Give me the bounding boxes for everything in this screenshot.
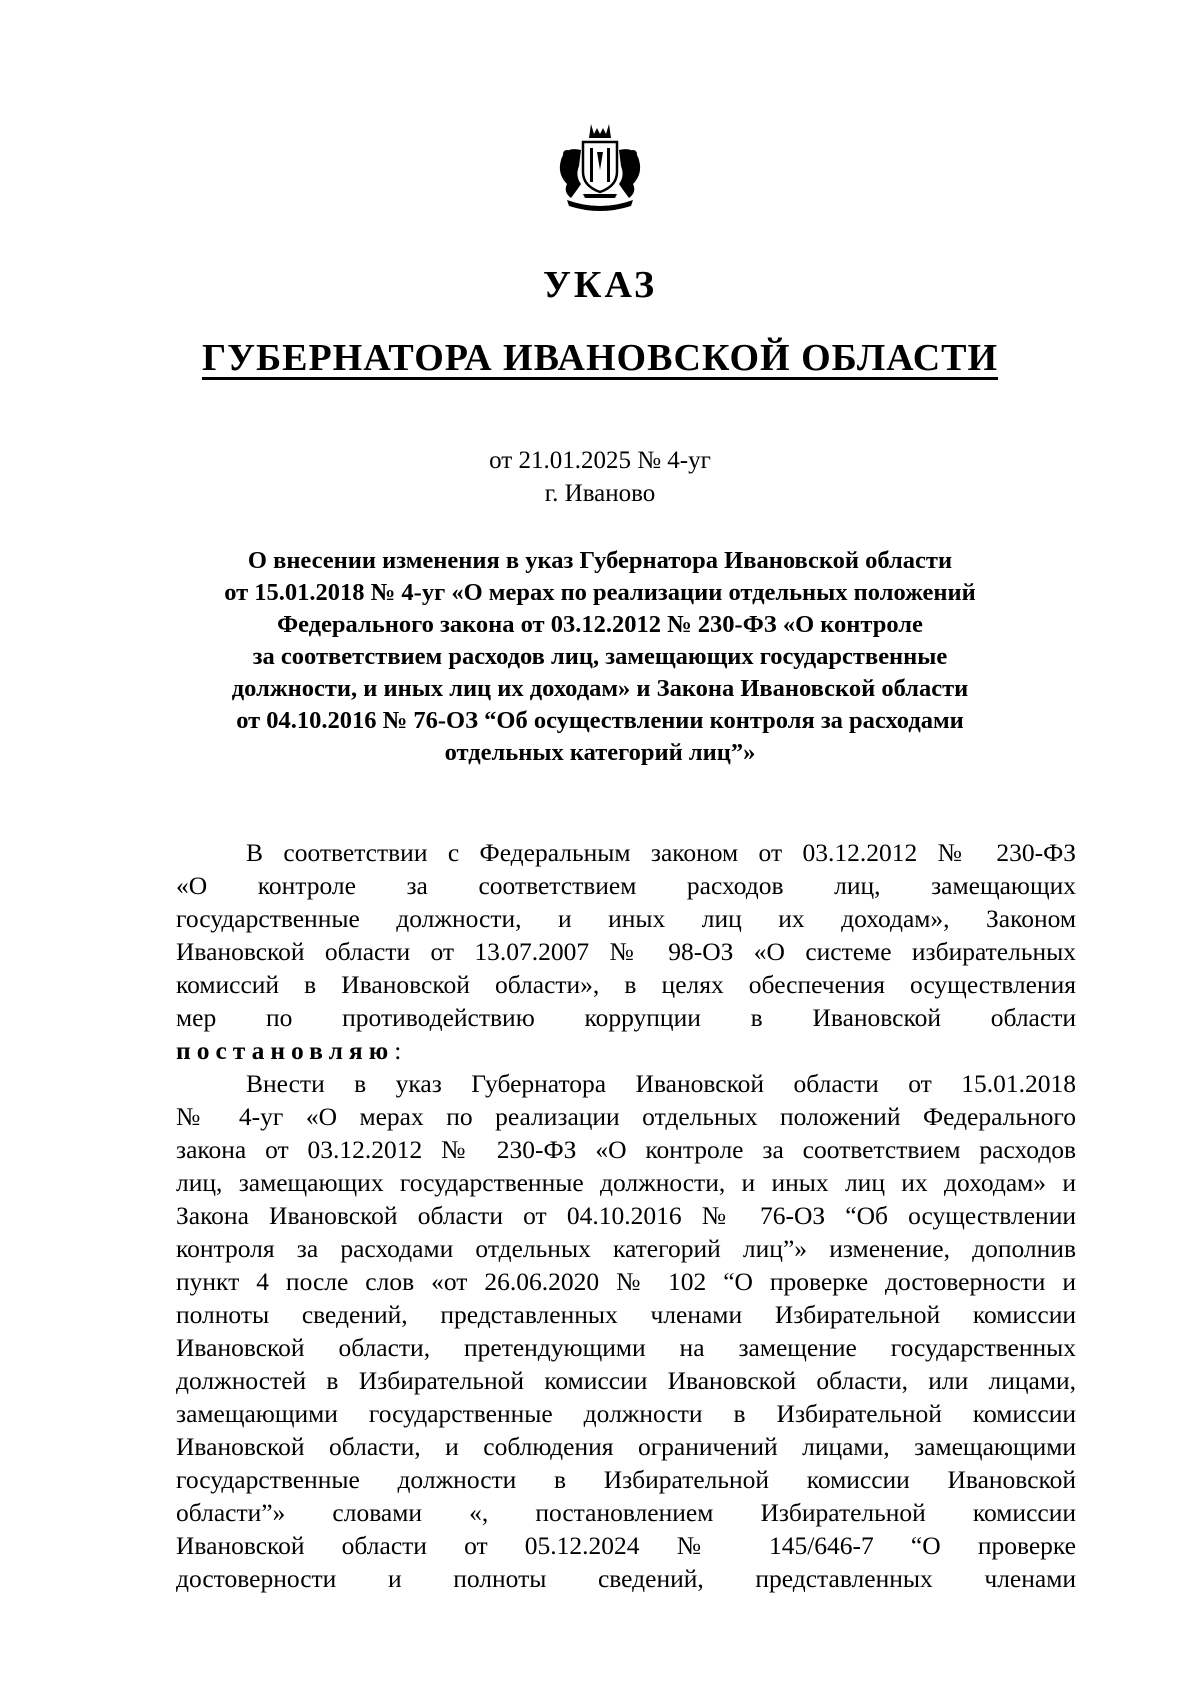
subject-line: должности, и иных лиц их доходам» и Закона Ивановской области [231,675,969,702]
body-line: закона от 03.12.2012 № 230-ФЗ «О контроле за соответствием расходов [176,1135,1076,1164]
subject-line: от 04.10.2016 № 76-ОЗ “Об осуществлении контроля за расходами [236,707,964,734]
body-line: области”» словами «, постановлением Избирательной комиссии [176,1498,1076,1527]
document-body [176,836,1076,1595]
document-subject [160,545,1040,769]
subject-line: отдельных категорий лиц”» [444,739,756,766]
body-paragraph-amendment [176,1067,1076,1595]
decree-keyword: постановляю [176,1036,395,1065]
body-line: «О контроле за соответствием расходов лиц, замещающих [176,871,1076,900]
body-line: Ивановской области от 13.07.2007 № 98-ОЗ «О системе избирательных [176,937,1076,966]
body-line: Ивановской области, претендующими на замещение государственных [176,1333,1076,1362]
body-line: государственные должности в Избирательной комиссии Ивановской [176,1465,1076,1494]
body-line: комиссий в Ивановской области», в целях обеспечения осуществления [176,970,1076,999]
subject-line: за соответствием расходов лиц, замещающих государственные [252,643,948,670]
body-line: замещающими государственные должности в Избирательной комиссии [176,1399,1076,1428]
body-line: полноты сведений, представленных членами Избирательной комиссии [176,1300,1076,1329]
subject-line: от 15.01.2018 № 4-уг «О мерах по реализации отдельных положений [224,579,976,606]
body-line: лиц, замещающих государственные должности, и иных лиц их доходам» и [176,1168,1076,1197]
body-line: Закона Ивановской области от 04.10.2016 № 76-ОЗ “Об осуществлении [176,1201,1076,1230]
issuer-title: ГУБЕРНАТОРА ИВАНОВСКОЙ ОБЛАСТИ [201,337,999,379]
body-line: мер по противодействию коррупции в Ивановской области [176,1003,1076,1032]
document-type-title: УКАЗ [543,264,657,306]
coat-of-arms-icon [553,120,647,212]
body-line: должностей в Избирательной комиссии Ивановской области, или лицами, [176,1366,1076,1395]
document-city: г. Иваново [544,480,656,507]
body-line: № 4-уг «О мерах по реализации отдельных положений Федерального [176,1102,1076,1131]
document-date-number: от 21.01.2025 № 4-уг [489,447,711,474]
body-line: Ивановской области, и соблюдения ограничений лицами, замещающими [176,1432,1076,1461]
body-line: В соответствии с Федеральным законом от 03.12.2012 № 230-ФЗ [246,838,1076,867]
body-line: достоверности и полноты сведений, представленных членами [176,1564,1076,1593]
body-line: пункт 4 после слов «от 26.06.2020 № 102 “О проверке достоверности и [176,1267,1076,1296]
body-line: Внести в указ Губернатора Ивановской области от 15.01.2018 [246,1069,1076,1098]
subject-line: Федерального закона от 03.12.2012 № 230-ФЗ «О контроле [277,611,923,638]
body-line: Ивановской области от 05.12.2024 № 145/646-7 “О проверке [176,1531,1076,1560]
body-line: государственные должности, и иных лиц их доходам», Законом [176,904,1076,933]
body-paragraph-preamble [176,836,1076,1067]
body-line-keyword [176,1034,1076,1067]
body-line: контроля за расходами отдельных категорий лиц”» изменение, дополнив [176,1234,1076,1263]
subject-line: О внесении изменения в указ Губернатора Ивановской области [247,547,953,574]
decree-keyword-suffix: : [394,1036,402,1065]
